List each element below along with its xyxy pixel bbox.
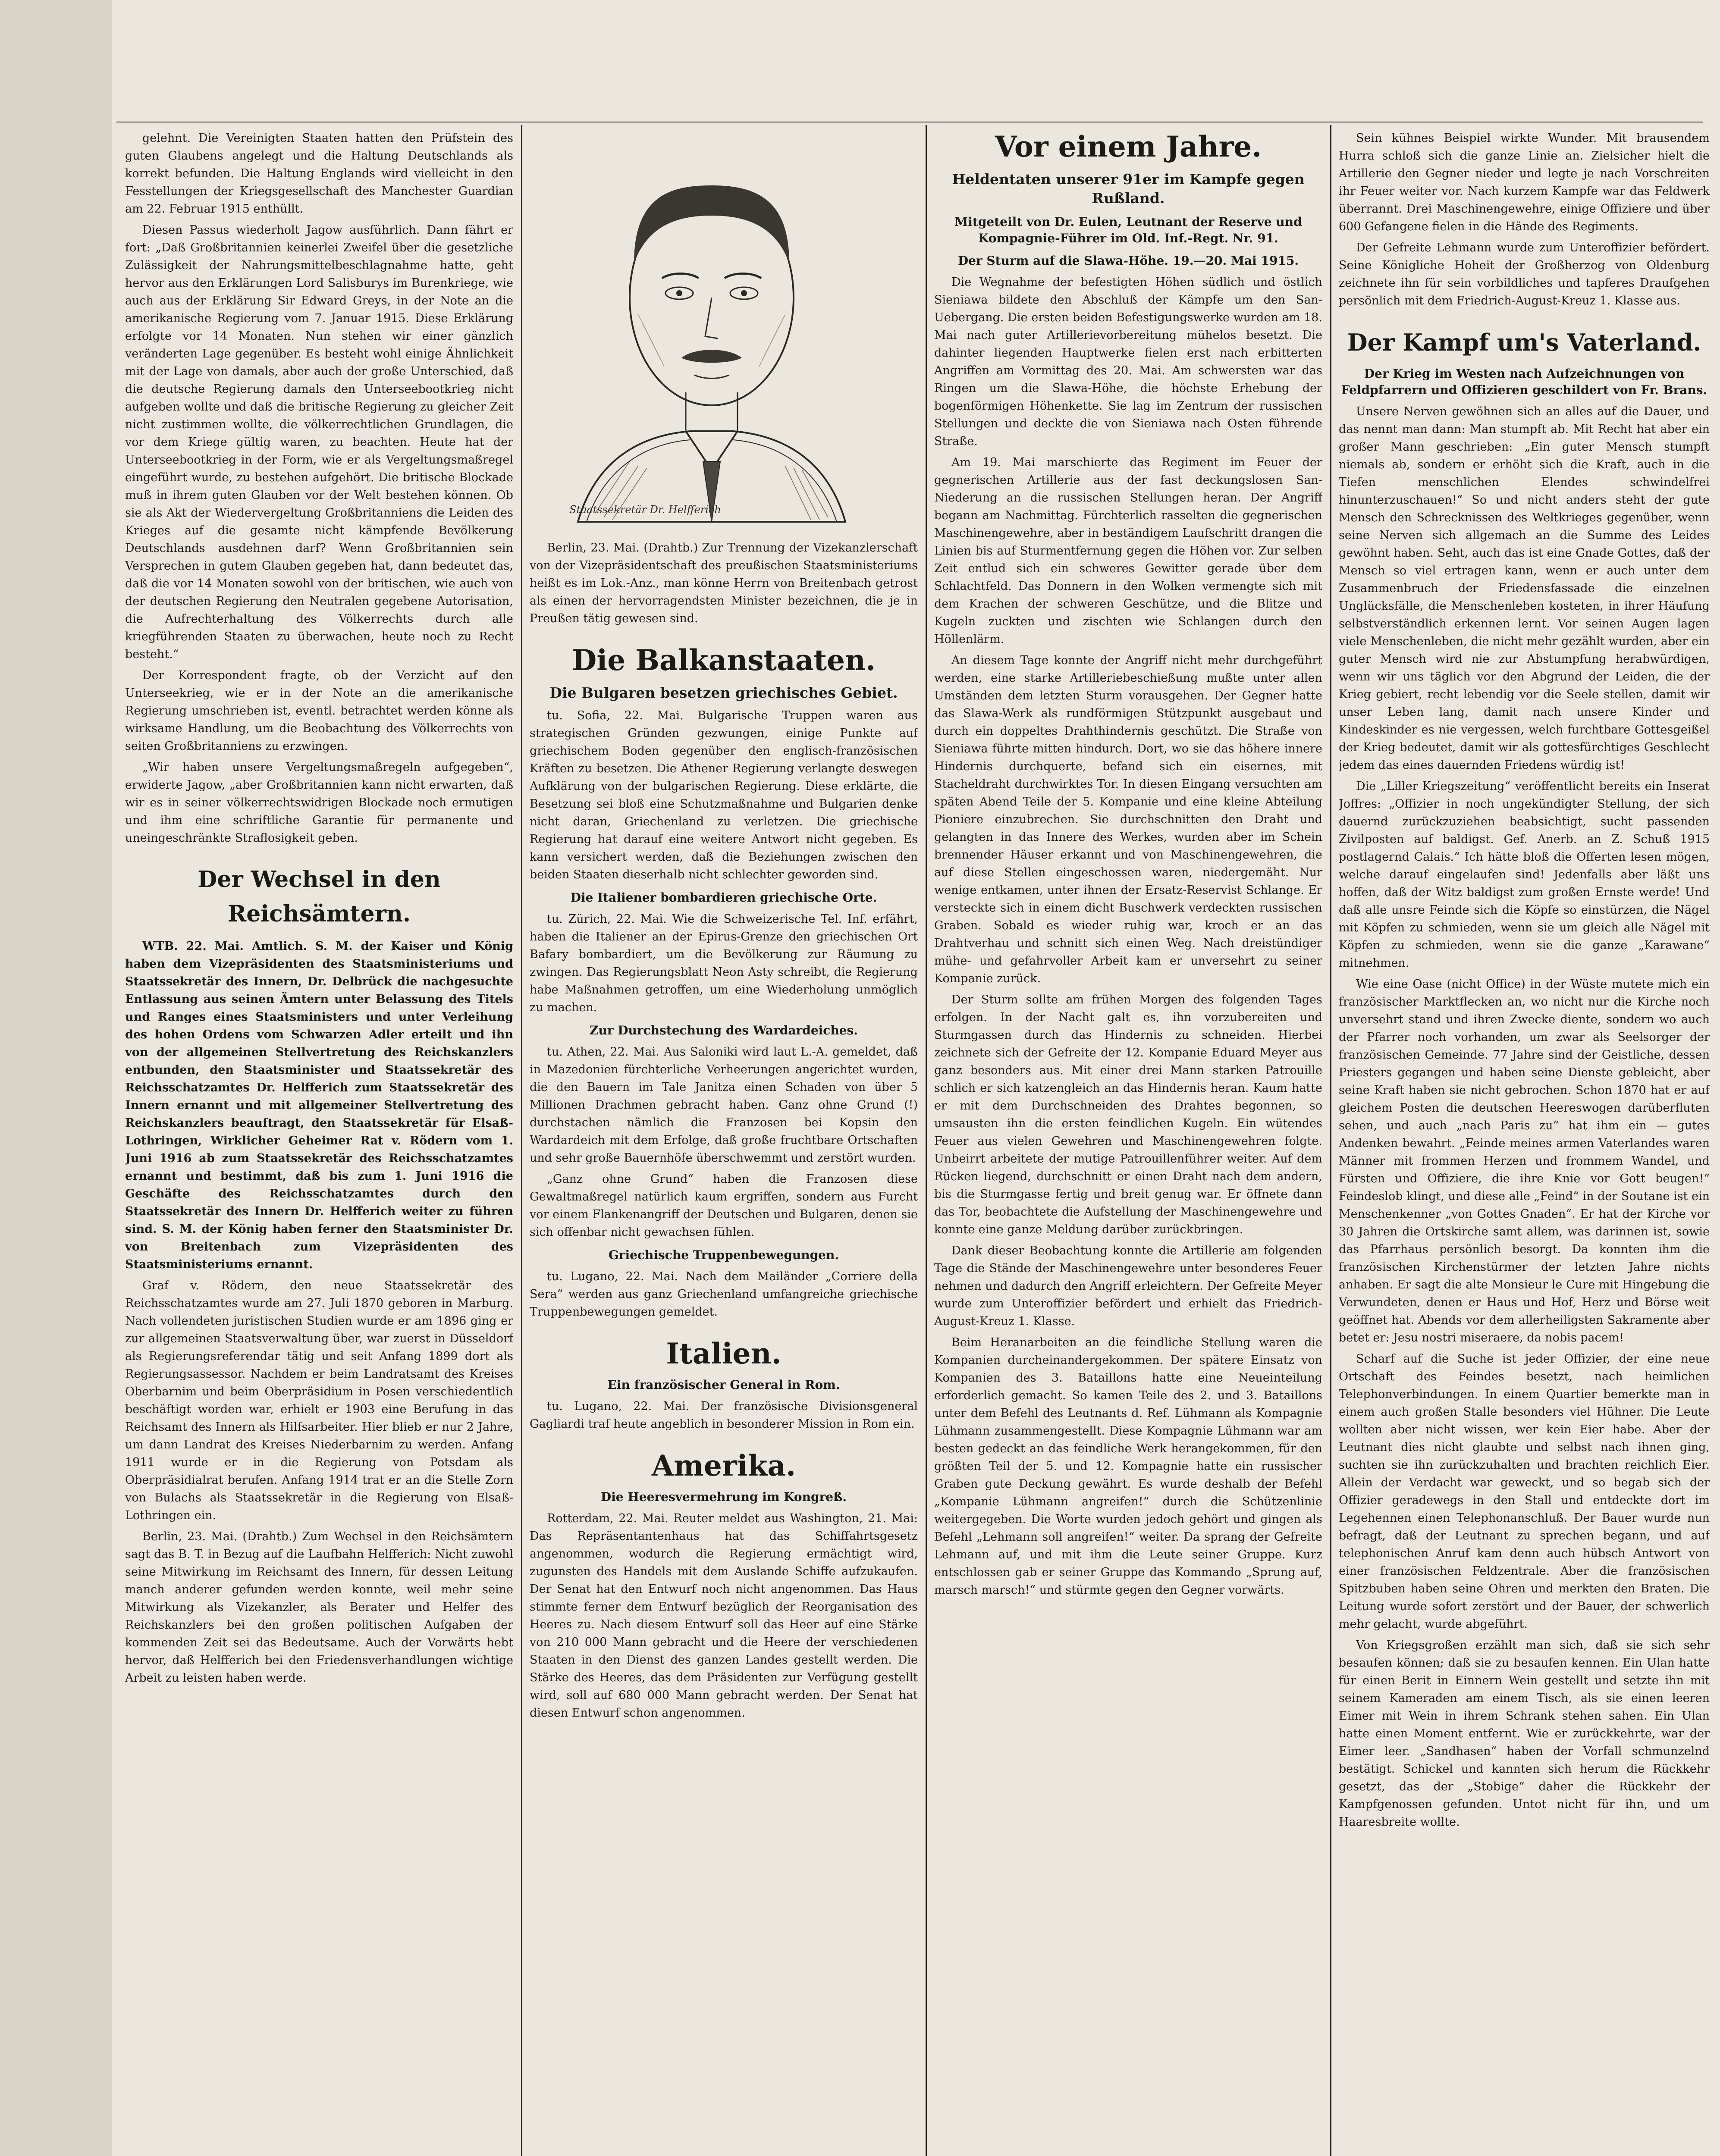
col2-subheading: Die Bulgaren besetzen griechisches Gebiet. xyxy=(549,684,898,701)
col2-subheading: Die Italiener bombardieren griechische Orte. xyxy=(570,890,877,905)
col2-heading: Italien. xyxy=(666,1337,782,1370)
col2-para: tu. Lugano, 22. Mai. Der französische Divisionsgeneral Gagliardi traf heute angeblich in besonderer Mission in Rom ein. xyxy=(530,1400,918,1431)
col1-para: „Wir haben unsere Vergeltungsmaßregeln aufgegeben“, erwiderte Jagow, „aber Großbritannien kann nicht erwarten, daß wir es in seiner völkerrechtswidrigen Blockade noch ermutigen und ihm eine schriftliche Garantie für permanente und uneingeschränkte Straflosigkeit geben. xyxy=(125,761,513,845)
col1-para: Berlin, 23. Mai. (Drahtb.) Zum Wechsel in den Reichsämtern sagt das B. T. in Bezug auf die Laufbahn Helfferich: Nicht zuwohl seine Mitwirkung im Reichsamt des Innern, für dessen Leitung manch anderer gefunden werden konnte, weil mehr seine Mitwirkung als Vizekanzler, als Berater und Helfer des Reichskanzlers bei den großen politischen Aufgaben der kommenden Zeit sei das Bedeutsame. Auch der Vorwärts hebt hervor, daß Helfferich bei den Friedensverhandlungen wichtige Arbeit zu leisten haben werde. xyxy=(125,1530,513,1685)
column-1 xyxy=(125,129,513,2156)
col4-para: Von Kriegsgroßen erzählt man sich, daß sie sich sehr besaufen können; daß sie zu besaufen kennen. Ein Ulan hatte für einen Berit in Einnern Wein gestellt und setzte ihn mit seinem Kameraden am einem Tisch, als sie einen leeren Eimer mit Wein in ihrem Schrank stehen sahen. Ein Ulan hatte einen Moment entfernt. Wie er zurückkehrte, war der Eimer leer. „Sandhasen“ haben der Vorfall schmunzelnd bestätigt. Schickel und kannten sich herum die Rückkehr gesetzt, das der „Stobige“ daher die Rückkehr der Kampfgenossen gefunden. Untot nicht für ihn, und um Haaresbreite wollte. xyxy=(1339,1639,1710,1829)
col4-heading: Der Kampf um's Vaterland. xyxy=(1347,329,1701,356)
col1-para: Graf v. Rödern, den neue Staatssekretär des Reichsschatzamtes wurde am 27. Juli 1870 geboren in Marburg. Nach vollendeten juristischen Studien wurde er am 1896 ging er zur allgemeinen Staatsverwaltung über, war zuerst in Düsseldorf als Regierungsreferendar tätig und seit Anfang 1899 dort als Regierungsassessor. Nachdem er beim Landratsamt des Kreises Oberbarnim und beim Oberpräsidium in Posen verschiedentlich beschäftigt worden war, erhielt er 1903 eine Berufung in das Reichsamt des Innern als Hilfsarbeiter. Hier blieb er nur 2 Jahre, um dann Landrat des Kreises Niederbarnim zu werden. Anfang 1911 wurde er in die Regierung von Potsdam als Oberpräsidialrat berufen. Anfang 1914 trat er an die Stelle Zorn von Bulachs als Staatssekretär in die Regierung von Elsaß-Lothringen ein. xyxy=(125,1279,513,1522)
column-2 xyxy=(530,539,918,2156)
col1-para: Der Korrespondent fragte, ob der Verzicht auf den Unterseekrieg, wie er in der Note an die amerikanische Regierung umschrieben ist, eventl. betrachtet werden könne als wirksame Handlung, um die Beobachtung des Völkerrechts von seiten Großbritanniens zu erzwingen. xyxy=(125,669,513,753)
col1-para: WTB. 22. Mai. Amtlich. S. M. der Kaiser und König haben dem Vizepräsidenten des Staatsministeriums und Staatssekretär des Innern, Dr. Delbrück die nachgesuchte Entlassung aus seinen Ämtern unter Belassung des Titels und Ranges eines Staatsministers und unter Verleihung des hohen Ordens vom Schwarzen Adler erteilt und ihn von der allgemeinen Stellvertretung des Reichskanzlers entbunden, den Staatsminister und Staatssekretär des Reichsschatzamtes Dr. Helfferich zum Staatssekretär des Innern ernannt und mit allgemeiner Stellvertretung des Reichskanzlers beauftragt, den Staatssekretär für Elsaß-Lothringen, Wirklicher Geheimer Rat v. Rödern vom 1. Juni 1916 ab zum Staatssekretär des Reichsschatzamtes ernannt und bestimmt, daß bis zum 1. Juni 1916 die Geschäfte des Reichsschatzamtes durch den Staatssekretär des Innern Dr. Helfferich weiter zu führen sind. S. M. der König haben ferner den Staatsminister Dr. von Breitenbach zum Vizepräsidenten des Staatsministeriums ernannt. xyxy=(125,940,513,1271)
col2-subheading: Griechische Truppenbewegungen. xyxy=(608,1248,839,1262)
col2-para: tu. Sofia, 22. Mai. Bulgarische Truppen waren aus strategischen Gründen gezwungen, einige Punkte auf griechischem Boden gegenüber den englisch-französischen Kräften zu besetzen. Die Athener Regierung verlangte deswegen Aufklärung von der bulgarischen Regierung. Diese erklärte, die Besetzung sei bloß eine Schutzmaßnahme und Bulgarien denke nicht daran, Griechenland zu verletzen. Die griechische Regierung hat darauf eine weitere Antwort nicht gegeben. Es kann versichert werden, daß die Beziehungen zwischen den beiden Staaten dieserhalb nicht schlechter geworden sind. xyxy=(530,709,918,881)
col3-para: Der Sturm sollte am frühen Morgen des folgenden Tages erfolgen. In der Nacht galt es, ihn vorzubereiten und Sturmgassen durch das Hindernis zu schneiden. Hierbei zeichnete sich der Gefreite der 12. Kompanie Eduard Meyer aus ganz besonders aus. Mit einer drei Mann starken Patrouille schlich er sich katzengleich an das Hindernis heran. Kaum hatte er mit dem Durchschneiden des Drahtes begonnen, so umsausten ihn die ersten feindlichen Kugeln. Ein wütendes Feuer aus vielen Gewehren und Maschinengewehren folgte. Unbeirrt arbeitete der mutige Patrouillenführer weiter. Auf dem Rücken liegend, durchschnitt er einen Draht nach dem andern, bis die Sturmgasse fertig und breit genug war. Er öffnete dann das Tor, beobachtete die Aufstellung der Maschinengewehre und konnte eine ganze Meldung darüber zurückbringen. xyxy=(934,993,1322,1236)
column-rule xyxy=(926,125,927,2156)
column-4 xyxy=(1339,129,1710,2156)
page-edge-shadow xyxy=(0,0,112,2156)
col3-para: Die Wegnahme der befestigten Höhen südlich und östlich Sieniawa bildete den Abschluß der Kämpfe um den San-Uebergang. Die ersten beiden Befestigungswerke wurden am 18. Mai nach guter Artillerievorbereitung mühelos besetzt. Die dahinter liegenden Hauptwerke fielen erst nach erbitterten Angriffen am Vormittag des 20. Mai. Am schwersten war das Ringen um die Slawa-Höhe, die höchste Erhebung der bogenförmigen Höhenkette. Sie lag im Zentrum der russischen Stellungen und deckte die von Sieniawa nach Osten führende Straße. xyxy=(934,276,1322,448)
col1-para: gelehnt. Die Vereinigten Staaten hatten den Prüfstein des guten Glaubens angelegt und die Haltung Deutschlands als korrekt befunden. Die Haltung Englands wird vielleicht in den Fesstellungen der Kriegsgesellschaft des Manchester Guardian am 22. Februar 1915 enthüllt. xyxy=(125,132,513,216)
col2-para: tu. Zürich, 22. Mai. Wie die Schweizerische Tel. Inf. erfährt, haben die Italiener an der Epirus-Grenze den griechischen Ort Bafary bombardiert, um die Bevölkerung zur Räumung zu zwingen. Das Regierungsblatt Neon Asty schreibt, die Regierung habe Maßnahmen getroffen, um eine Wiederholung unmöglich zu machen. xyxy=(530,912,918,1014)
portrait-illustration xyxy=(561,134,863,535)
col4-subheading: Der Krieg im Westen nach Aufzeichnungen von Feldpfarrern und Offizieren geschildert von Fr. Brans. xyxy=(1341,367,1707,397)
col2-para: „Ganz ohne Grund“ haben die Franzosen diese Gewaltmaßregel natürlich kaum ergriffen, sondern aus Furcht vor einem Flankenangriff der Deutschen und Bulgaren, denen sie sich offenbar nicht gewachsen fühlen. xyxy=(530,1172,918,1239)
column-rule xyxy=(1330,125,1331,2156)
col4-para: Unsere Nerven gewöhnen sich an alles auf die Dauer, und das nennt man dann: Man stumpft ab. Mit Recht hat aber ein großer Mann geschrieben: „Ein guter Mensch stumpft niemals ab, sondern er erhöht sich die Kraft, auch in die Tiefen menschlichen Elendes schwindelfrei hinunterzuschauen!“ So und nicht anders steht der gute Mensch den Schrecknissen des Weltkrieges gegenüber, wenn seine Nerven sich allgemach an die Summe des Leides gewöhnt haben. Seht, auch das ist eine Gnade Gottes, daß der Mensch so viel ertragen kann, wenn er auch unter dem Zusammenbruch der Friedensfassade die einzelnen Unglücksfälle, die Menschenleben kosteten, in ihrer Häufung selbstverständlich erkennen lernt. Vor seinen Augen lagen viele Menschenleben, die nicht mehr gezählt wurden, aber ein guter Mensch wird nie zur Abstumpfung herabwürdigen, wenn wir uns täglich vor den Abgrund der Leiden, die der Krieg gebiert, recht lebendig vor die Seele stellen, damit wir unser Leben lang, damit nach unsere Kinder und Kindeskinder es nie vergessen, welch furchtbare Gottesgeißel der Krieg bedeutet, damit wir als gottesfürchtiges Geschlecht jedem das eines dauernden Friedens würdig ist! xyxy=(1339,405,1710,772)
col2-para: tu. Athen, 22. Mai. Aus Saloniki wird laut L.-A. gemeldet, daß in Mazedonien fürchterliche Verheerungen angerichtet wurden, die den Bauern im Tale Janitza einen Schaden von über 5 Millionen Drachmen gebracht haben. Ganz ohne Grund (!) durchstachen nämlich die Franzosen bei Kopsin den Wardardeich mit dem Erfolge, daß große fruchtbare Ortschaften und sehr große Bauernhöfe überschwemmt und zerstört wurden. xyxy=(530,1045,918,1165)
col3-para: An diesem Tage konnte der Angriff nicht mehr durchgeführt werden, eine starke Artilleriebeschießung mußte unter allen Umständen dem letzten Sturm vorausgehen. Der Gegner hatte das Slawa-Werk als rundförmigen Stützpunkt ausgebaut und durch ein doppeltes Drahthindernis geschützt. Die Straße von Sieniawa führte mitten hindurch. Dort, wo sie das höhere innere Hindernis durchquerte, befand sich ein eisernes, mit Stacheldraht durchwirktes Tor. In diesen Eingang versuchten am späten Abend Teile der 5. Kompanie und eine kleine Abteilung Pioniere einzubrechen. Sie durchschnitten den Draht und gelangten in das Innere des Werkes, wurden aber im Schein brennender Häuser erkannt und von Maschinengewehren, die auf diese Stellen eingeschossen waren, niedergemäht. Nur wenige entkamen, unter ihnen der Ersatz-Reservist Schlange. Er versteckte sich in einem dicht Buschwerk verdeckten russischen Graben. Sobald es wieder ruhig war, kroch er an das Drahtverhau und schnitt sich einen Weg. Nach dreistündiger mühe- und gefahrvoller Arbeit kam er unversehrt zu seiner Kompanie zurück. xyxy=(934,654,1322,985)
col4-para: Sein kühnes Beispiel wirkte Wunder. Mit brausendem Hurra schloß sich die ganze Linie an. Zielsicher hielt die Artillerie den Gegner nieder und legte je nach Vorschreiten ihr Feuer weiter vor. Nach kurzem Kampfe war das Feldwerk überrannt. Drei Maschinengewehre, einige Offiziere und über 600 Gefangene fielen in die Hände des Regiments. xyxy=(1339,132,1710,233)
col3-para: Am 19. Mai marschierte das Regiment im Feuer der gegnerischen Artillerie aus der fast deckungslosen San-Niederung an die russischen Stellungen heran. Der Angriff begann am Nachmittag. Fürchterlich rasselten die gegnerischen Maschinengewehre, aber in beständigem Laufschritt drangen die Linien bis auf Sturmentfernung gegen die Höhen vor. Zur selben Zeit entlud sich ein schweres Gewitter gerade über dem Schlachtfeld. Das Donnern in den Wolken vermengte sich mit dem Krachen der schweren Geschütze, und die Blitze und Kugeln zuckten und zischten wie Schlangen durch den Höllenlärm. xyxy=(934,456,1322,646)
col2-heading: Die Balkanstaaten. xyxy=(572,643,876,677)
col4-para: Scharf auf die Suche ist jeder Offizier, der eine neue Ortschaft des Feindes besetzt, nach heimlichen Telephonverbindungen. In einem Quartier bemerkte man in einem auch großen Stalle besonders viel Hühner. Die Leute wollten aber nicht wissen, wer kein Eier habe. Aber der Leutnant dies nicht glaubte und selbst nach ihnen ging, suchten sie ihn zurückzuhalten und brachten reichlich Eier. Allein der Verdacht war geweckt, und so begab sich der Offizier geradewegs in den Stall und entdeckte dort im Legehennen einen Telephonanschluß. Der Bauer wurde nun befragt, daß der Leutnant zu sprechen begann, und auf telephonischen Anruf kam denn auch hübsch Antwort von einer französischen Feldzentrale. Aber die französischen Spitzbuben haben seine Ohren und merkten den Braten. Die Leitung wurde sofort zerstört und der Bauer, der schwerlich mehr gelacht, wurde abgeführt. xyxy=(1339,1352,1710,1631)
col2-para: Rotterdam, 22. Mai. Reuter meldet aus Washington, 21. Mai: Das Repräsentantenhaus hat das Schiffahrtsgesetz angenommen, wodurch die Regierung ermächtigt wird, zugunsten des Handels mit dem Auslande Schiffe aufzukaufen. Der Senat hat den Entwurf noch nicht angenommen. Das Haus stimmte ferner dem Entwurf bezüglich der Reorganisation des Heeres zu. Nach diesem Entwurf soll das Heer auf eine Stärke von 210 000 Mann gebracht und die Heere der verschiedenen Staaten in den Dienst des ganzen Landes gestellt werden. Die Stärke des Heeres, das dem Präsidenten zur Verfügung gestellt wird, soll auf 680 000 Mann gebracht werden. Der Senat hat diesen Entwurf schon angenommen. xyxy=(530,1512,918,1720)
col3-heading: Vor einem Jahre. xyxy=(995,130,1262,163)
col4-para: Der Gefreite Lehmann wurde zum Unteroffizier befördert. Seine Königliche Hoheit der Großherzog von Oldenburg zeichnete ihn für sein vorbildliches und tapferes Draufgehen persönlich mit dem Friedrich-August-Kreuz 1. Klasse aus. xyxy=(1339,241,1710,307)
col2-subheading: Die Heeresvermehrung im Kongreß. xyxy=(600,1490,847,1504)
col1-para: Diesen Passus wiederholt Jagow ausführlich. Dann fährt er fort: „Daß Großbritannien keinerlei Zweifel über die gesetzliche Zulässigkeit der Nahrungsmittelbeschlagnahme hatte, geht hervor aus den Erklärungen Lord Salisburys im Burenkriege, wie auch aus der Erklärung Sir Edward Greys, in der Note an die amerikanische Regierung vom 7. Januar 1915. Diese Erklärung erfolgte vor 14 Monaten. Nun stehen wir einer gänzlich veränderten Lage gegenüber. Es besteht wohl einige Ähnlichkeit mit der Lage von damals, aber auch der große Unterschied, daß die deutsche Regierung damals den Unterseebootkrieg nicht aufgeben wollte und daß die britische Regierung zu gleicher Zeit nicht zustimmen wollte, die völkerrechtlichen Grundlagen, die vor dem Kriege gültig waren, zu beachten. Heute hat der Unterseebootkrieg in der Form, wie er als Vergeltungsmaßregel eingeführt wurde, zu bestehen aufgehört. Die britische Blockade muß in ihrem guten Glauben vor der Welt bestehen können. Ob sie als Akt der Wiedervergeltung Großbritanniens die Leiden des Krieges auf die gesamte nicht kämpfende Bevölkerung Deutschlands ausdehnen darf? Wenn Großbritannien sein Versprechen in gutem Glauben gegeben hat, dann bedeutet das, daß die vor 14 Monaten sowohl von der britischen, wie auch von der deutschen Regierung den Neutralen gegebene Autorisation, die Aufrechterhaltung des Völkerrechts durch alle kriegführenden Staaten zu überwachen, heute noch zu Recht besteht.“ xyxy=(125,223,513,661)
col3-para: Beim Heranarbeiten an die feindliche Stellung waren die Kompanien durcheinandergekommen. Der spätere Einsatz von Kompanien des 3. Bataillons hatte eine Neueinteilung erforderlich gemacht. So kamen Teile des 2. und 3. Bataillons unter dem Befehl des Leutnants d. Ref. Lühmann als Kompagnie Lühmann zusammengestellt. Diese Kompagnie Lühmann war am besten gedeckt an das feindliche Werk herangekommen, für den größten Teil der 5. und 12. Kompagnie hatte ein russischer Graben gute Deckung gewährt. Es wurde deshalb der Befehl „Kompanie Lühmann angreifen!“ durch die Schützenlinie weitergegeben. Die Worte wurden jedoch gehört und gingen als Befehl „Lehmann soll angreifen!“ weiter. Da sprang der Gefreite Lehmann auf, und mit ihm die Leute seiner Gruppe. Kurz entschlossen gab er seiner Gruppe das Kommando „Sprung auf, marsch marsch!“ und stürmte gegen den Gegner vorwärts. xyxy=(934,1336,1322,1597)
column-3 xyxy=(934,129,1322,2156)
col1-heading: Der Wechsel in den Reichsämtern. xyxy=(198,866,441,927)
col3-subheading: Der Sturm auf die Slawa-Höhe. 19.—20. Mai 1915. xyxy=(957,254,1299,268)
column-rule xyxy=(521,125,522,2156)
portrait-caption: Staatssekretär Dr. Helfferich xyxy=(569,504,721,516)
col2-subheading: Zur Durchstechung des Wardardeiches. xyxy=(589,1023,858,1037)
col2-subheading: Ein französischer General in Rom. xyxy=(607,1378,840,1392)
col2-para: tu. Lugano, 22. Mai. Nach dem Mailänder „Corriere della Sera“ werden aus ganz Griechenland umfangreiche griechische Truppenbewegungen gemeldet. xyxy=(530,1270,918,1319)
col3-para: Dank dieser Beobachtung konnte die Artillerie am folgenden Tage die Stände der Maschinengewehre unter besonderes Feuer nehmen und dadurch den Angriff erleichtern. Der Gefreite Meyer wurde zum Unteroffizier befördert und erhielt das Friedrich-August-Kreuz 1. Klasse. xyxy=(934,1244,1322,1328)
col2-heading: Amerika. xyxy=(651,1449,796,1482)
col3-subheading: Mitgeteilt von Dr. Eulen, Leutnant der Reserve und Kompagnie-Führer im Old. Inf.-Regt. Nr. 91. xyxy=(954,215,1302,245)
col4-para: Die „Liller Kriegszeitung“ veröffentlicht bereits ein Inserat Joffres: „Offizier in noch ungekündigter Stellung, der sich dauernd zurückzuziehen beabsichtigt, sucht passenden Zivilposten auf baldigst. Gef. Anerb. an Z. Schuß 1915 postlagernd Calais.“ Ich hätte bloß die Offerten lesen mögen, welche darauf eingelaufen sind! Jedenfalls aber läßt uns hoffen, daß der Witz baldigst zum großen Ernste werde! Und daß alle unsre Feinde sich die Köpfe so einstürzen, die Nägel mit Köpfen zu schmieden, wenn sie um gleich alle Nägel mit Köpfen zu schmieden, wenn sie die ganze „Karawane“ mitnehmen. xyxy=(1339,780,1710,970)
col4-para: Wie eine Oase (nicht Office) in der Wüste mutete mich ein französischer Marktflecken an, wo nicht nur die Kirche noch unversehrt stand und ihren Zwecke diente, sondern wo auch der Pfarrer noch vorhanden, um zwar als Seelsorger der französischen Gemeinde. 77 Jahre sind der Geistliche, dessen Priesters gegangen und haben seine Dienste gebleicht, aber seine Kraft haben sie nicht gebrochen. Schon 1870 hat er auf gleichem Posten die deutschen Heereswogen darüberfluten sehen, und auch „nach Paris zu“ hat ihm ein — gutes Andenken bewahrt. „Feinde meines armen Vaterlandes waren Männer mit frommen Herzen und frommem Wandel, und Fürsten und Offiziere, die ihre Knie vor Gott beugen!“ Feindeslob klingt, und diese alle „Feind“ in der Soutane ist ein Menschenkenner „von Gottes Gnaden“. Er hat der Kirche vor 30 Jahren die Ortskirche samt allem, was darinnen ist, sowie das Pfarrhaus persönlich besorgt. Da konnten ihm die französischen Kirchenstürmer der letzten Jahre nichts anhaben. Er sagt die alte Monsieur le Cure mit Hingebung die Verwundeten, denen er Haus und Hof, Herz und Börse weit geöffnet hat. Abends vor dem allerheiligsten Sakramente aber betet er: Jesu nostri miseraere, da nobis pacem! xyxy=(1339,978,1710,1344)
col3-subheading: Heldentaten unserer 91er im Kampfe gegen Rußland. xyxy=(952,171,1305,207)
col2-para: Berlin, 23. Mai. (Drahtb.) Zur Trennung der Vizekanzlerschaft von der Vizepräsidentschaft des preußischen Staatsministeriums heißt es im Lok.-Anz., man könne Herrn von Breitenbach getrost als einen der hervorragendsten Minister bezeichnen, die je in Preußen tätig gewesen sind. xyxy=(530,541,918,625)
